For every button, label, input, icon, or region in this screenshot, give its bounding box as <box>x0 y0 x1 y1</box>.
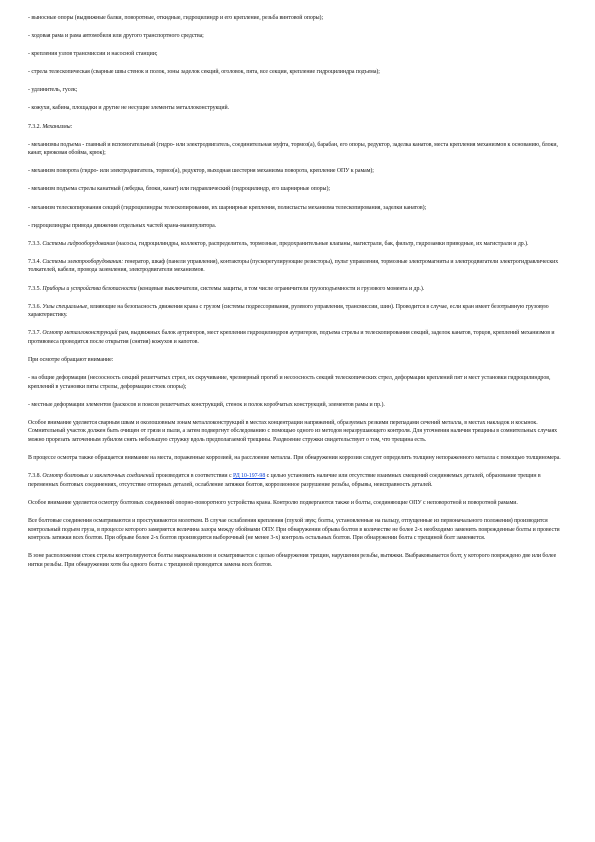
italic-heading-text: Осмотр болтовых и заклепочных соединений <box>42 473 155 480</box>
paragraph-text: 7.3.6. <box>28 303 43 310</box>
paragraph-p14 <box>28 258 568 275</box>
paragraph-text: - на общие деформации (несоосность секций решетчатых стрел, их скручивание, чрезмерный прогиб и несоосность секций телескопических стрел, деформации креплений пят и мест установки гидроцилиндров, креплений в установки пяты стрелы, деформации стоек опоры); <box>28 375 551 390</box>
paragraph-p5 <box>28 86 568 95</box>
italic-heading-text: Осмотр металлоконструкций <box>42 330 118 337</box>
paragraph-text: 7.3.4. <box>28 258 43 265</box>
paragraph-text: - кожухи, кабина, площадки и другие не несущие элементы металлоконструкций. <box>28 105 230 112</box>
paragraph-text: В процессе осмотра также обращается внимание на места, пораженные коррозией, на расслоение металла. При обнаружении коррозии следует определить толщину непораженного металла с помощью толщиномера. <box>28 455 561 462</box>
italic-heading-text: Системы гидрооборудования <box>42 240 115 247</box>
paragraph-text: рам, выдвижных балок аутригеров, мест крепления гидроцилиндров аутригеров, подъема стрелы и телескопирования секций, заделок канатов, торцов, креплений механизмов и противовеса проводится после открытия (снятия) кожухов и капотов. <box>28 330 555 345</box>
paragraph-p19 <box>28 374 568 391</box>
paragraph-text: - гидроцилиндры привода движения отдельных частей крана-манипулятора. <box>28 222 217 229</box>
paragraph-text: - ходовая рама и рама автомобиля или другого транспортного средства; <box>28 33 204 40</box>
paragraph-text: - местные деформации элементов (раскосов и поясов решетчатых конструкций, стенок и полок коробчатых конструкций, элементов рамы и пр.). <box>28 401 385 408</box>
italic-heading-text: Узлы специальные, <box>42 303 89 310</box>
paragraph-text: Особое внимание уделяется сварным швам и околошовным зонам металлоконструкций в местах концентрации напряжений, образуемых резкими перепадами сечений металла, в местах накладок и косынок. Сомнительный участок должен быть очищен от грязи и пыли, а затем подвергнут обследованию с помощью одного из методов неразрушающего контроля. Для уточнения наличия трещины в сомнительных случаях можно прорезать заточенным зубилом снять небольшую стружку вдоль предполагаемой трещины. Раздвоение стружки свидетельствует о том, что трещина есть. <box>28 419 558 444</box>
paragraph-text: влияющие на безопасность движения крана с грузом (системы подрессоривания, рулевого управления, трансмиссии, шин). Проводится в случае, если кран имеет безотрывную грузовую характеристику. <box>28 303 549 319</box>
paragraph-text: производится в соответствии с <box>154 473 233 480</box>
paragraph-p2 <box>28 32 568 41</box>
paragraph-text: - удлинитель, гусек; <box>28 87 78 94</box>
paragraph-text: - механизм телескопирования секций (гидроцилиндры телескопирования, их шарнирные крепления, полиспасты механизма телескопирования, заделки канатов); <box>28 204 427 211</box>
italic-heading-text: Механизмы: <box>42 123 73 130</box>
paragraph-p20 <box>28 401 568 410</box>
paragraph-p4 <box>28 68 568 77</box>
paragraph-text: (насосы, гидроцилиндры, коллектор, распределитель, тормозные, предохранительные клапаны, магистрали, бак, фильтр, гидрозамки приводные, их магистрали и др.). <box>114 240 529 247</box>
paragraph-p9 <box>28 167 568 176</box>
paragraph-p16 <box>28 303 568 320</box>
paragraph-text: 7.3.5. <box>28 285 43 292</box>
paragraph-text: При осмотре обращают внимание: <box>28 356 114 363</box>
paragraph-text: с целью установить наличие или отсутствие взаимных смещений соединяемых деталей, образование трещин в переменных болтовых соединениях, отсутствие отпорных деталей, ослабление затяжки болтов, коррозионное разрушение резьбы, обрывы, неисправность деталей. <box>28 473 541 488</box>
paragraph-text: - стрела телескопическая (сварные швы стенок и полок, зоны заделок секций, оголовок, пята, все секции, крепление гидроцилиндра подъема); <box>28 69 380 76</box>
paragraph-p6 <box>28 104 568 113</box>
paragraph-p12 <box>28 222 568 231</box>
document-link[interactable]: РД 10-197-98 <box>232 473 266 480</box>
paragraph-text: 7.3.7. <box>28 330 43 337</box>
paragraph-text: Особое внимание уделяется осмотру болтовых соединений опорно-поворотного устройства крана. Контролю подвергаются также и болты, соединяющие ОПУ с неповоротной и поворотной рамами. <box>28 499 518 506</box>
document-page <box>28 14 568 579</box>
paragraph-p18 <box>28 356 568 365</box>
italic-heading-text: Системы электрооборудования: <box>42 258 124 265</box>
paragraph-p8 <box>28 141 568 158</box>
paragraph-p13 <box>28 240 568 249</box>
paragraph-p11 <box>28 204 568 213</box>
paragraph-p21 <box>28 419 568 445</box>
paragraph-text: - механизм подъема стрелы канатный (лебедка, блоки, канат) или гидравлический (гидроцилиндр, его шарнирные опоры); <box>28 186 330 193</box>
paragraph-text: 7.3.3. <box>28 240 43 247</box>
paragraph-p17 <box>28 329 568 346</box>
paragraph-text: Все болтовые соединения осматриваются и простукиваются молотком. В случае ослабления крепления (глухой звук; болты, установленные на пальцу, отпущенные из первоначального положения) производится контрольный подъем груза, в процессе которого замеряется величина зазора между обоймами ОПУ. При обнаружении обрыва болтов в количестве не более 2-х необходимо заменить поврежденные болты и провести контроль затяжки всех болтов. При обрыве более 2-х болтов производится выборочный (не менее 3-х) контроль остальных болтов. При обнаружении болта с трещиной болт заменяется. <box>28 518 560 542</box>
paragraph-p26 <box>28 552 568 569</box>
paragraph-p3 <box>28 50 568 59</box>
paragraph-p1 <box>28 14 568 23</box>
paragraph-text: 7.3.8. <box>28 473 43 480</box>
paragraph-text: В зоне расположения стоек стрелы контролируются болты макроанализом и осматривается с целью обнаружения трещин, нарушения резьбы, вытяжки. Выбраковывается болт, у которого повреждено две или более нитки резьбы. При обнаружении хотя бы одного болта с трещиной проводится замена всех болтов. <box>28 553 557 568</box>
paragraph-p15 <box>28 285 568 294</box>
paragraph-text: - выносные опоры (выдвижные балки, поворотные, откидные, гидроцилиндр и его крепление, резьба винтовой опоры); <box>28 15 324 21</box>
paragraph-text: (концевые выключатели, системы защиты, в том числе ограничители грузоподъемности и грузового момента и др.). <box>136 285 425 292</box>
paragraph-text: 7.3.2. <box>28 123 43 130</box>
paragraph-text: - механизмы подъема - главный и вспомогательный (гидро- или электродвигатель, соединительная муфта, тормоз(а), барабан, его опоры, редуктор, заделка канатов, места крепления механизмов к основанию, блоки, канат, крюковая обойма, крюк); <box>28 141 558 157</box>
paragraph-p23 <box>28 472 568 489</box>
paragraph-p25 <box>28 517 568 543</box>
paragraph-text: - механизм поворота (гидро- или электродвигатель, тормоз(а), редуктор, выходная шестерня механизма поворота, крепление ОПУ к рамам); <box>28 168 374 175</box>
paragraph-p24 <box>28 499 568 508</box>
italic-heading-text: Приборы и устройства безопасности <box>42 285 137 292</box>
paragraph-text: - крепления узлов трансмиссии и насосной станции; <box>28 51 158 58</box>
paragraph-text: генератор, шкаф (панели управления), контакторы (пускорегулирующие резисторы), пульт управления, тормозные электромагниты и электродвигатели электрогидравлических толкателей, кабели, провода заземления, электродвигатели механизмов. <box>28 258 559 274</box>
paragraph-p7 <box>28 123 568 132</box>
paragraph-p10 <box>28 185 568 194</box>
paragraph-p22 <box>28 454 568 463</box>
